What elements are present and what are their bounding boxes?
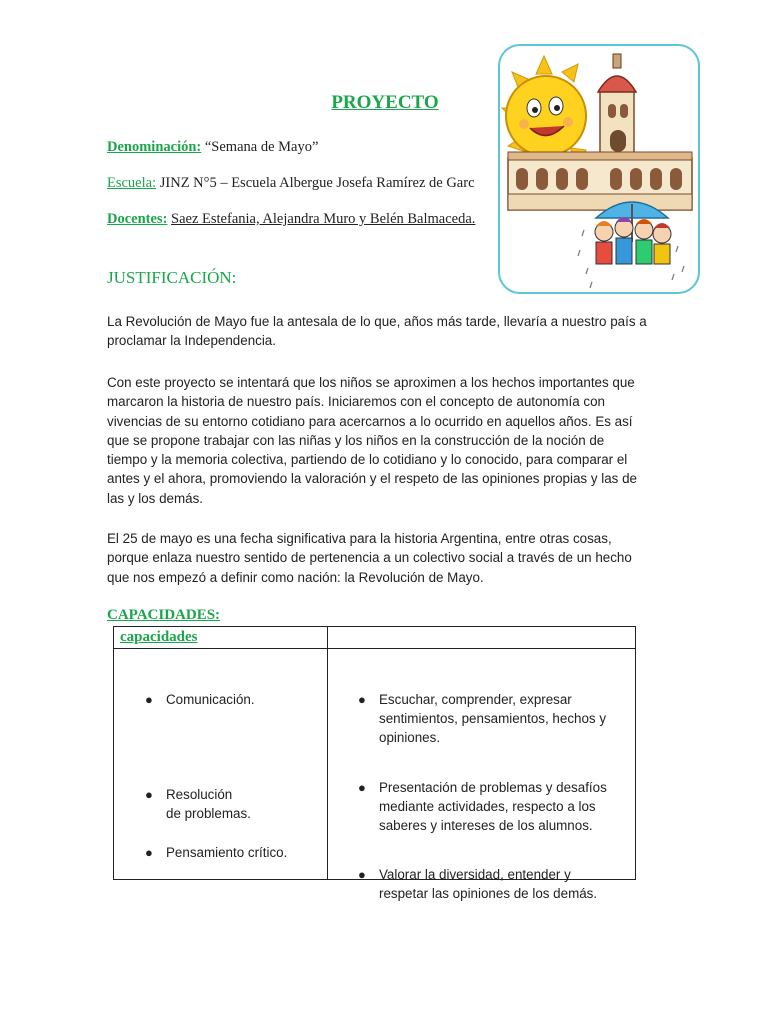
sun-cabildo-icon (500, 46, 698, 292)
list-item (358, 690, 607, 747)
list-item (358, 778, 607, 835)
escuela-value: JINZ N°5 – Escuela Albergue Josefa Ramírez de Garc (159, 175, 475, 191)
list-item-text: Escuchar, comprender, expresar (379, 692, 572, 707)
capacidades-table (113, 626, 636, 901)
paragraph-line: que se propone trabajar con las niñas y los niños en la construcción de la noción de (107, 432, 605, 448)
list-item (358, 865, 598, 903)
list-item-text: Resolución (166, 787, 233, 802)
bullet-icon: ● (358, 692, 366, 707)
paragraph-line: Con este proyecto se intentará que los niños se aproximen a los hechos importantes que (107, 375, 635, 390)
bullet-icon: ● (145, 692, 153, 707)
escuela-line (107, 175, 475, 192)
paragraph-line: que nos empezó a definir como nación: la Revolución de Mayo. (107, 569, 484, 585)
list-item (145, 690, 255, 709)
descripcion-column (328, 649, 636, 901)
justificacion-paragraph-3 (107, 529, 655, 587)
denominacion-label: Denominación: (107, 139, 202, 155)
list-item-text: respetar las opiniones de los demás. (379, 886, 598, 901)
table-row (114, 649, 636, 880)
paragraph-line: porque enlaza nuestro sentido de pertenencia a un colectivo social a través de un hecho (107, 550, 632, 566)
list-item-text: saberes y intereses de los alumnos. (379, 818, 593, 833)
paragraph-line: proclamar la Independencia. (107, 333, 276, 349)
justificacion-paragraph-2 (107, 373, 655, 508)
list-item-text: Presentación de problemas y desafíos (379, 780, 607, 795)
denominacion-line (107, 139, 318, 156)
denominacion-value: “Semana de Mayo” (204, 139, 319, 155)
list-item-text: Comunicación. (166, 692, 255, 707)
docentes-value: Saez Estefania, Alejandra Muro y Belén Balmaceda. (171, 211, 476, 227)
paragraph-line: El 25 de mayo es una fecha significativa para la historia Argentina, entre otras cosas, (107, 531, 612, 546)
bullet-icon: ● (145, 787, 153, 802)
capacidades-heading: CAPACIDADES: (107, 607, 221, 623)
list-item (145, 785, 251, 823)
paragraph-line: marcaron la historia de nuestro país. Iniciaremos con el concepto de autonomía con (107, 394, 605, 410)
list-item-text: Pensamiento crítico. (166, 845, 288, 860)
paragraph-line: La Revolución de Mayo fue la antesala de lo que, años más tarde, llevaría a nuestro país a (107, 314, 647, 329)
docentes-label: Docentes: (107, 211, 168, 227)
justificacion-heading: JUSTIFICACIÓN: (107, 268, 237, 287)
paragraph-line: tiempo y la memoria colectiva, partiendo de lo cotidiano y lo conocido, para comparar el (107, 452, 628, 468)
list-item-text: mediante actividades, respecto a los (379, 799, 596, 814)
table-header-row (114, 627, 636, 649)
docentes-line (107, 211, 475, 228)
document-title: PROYECTO (331, 92, 439, 113)
justificacion-paragraph-1 (107, 312, 655, 351)
cabildo-illustration (498, 44, 700, 294)
escuela-label: Escuela: (107, 175, 157, 191)
bullet-icon: ● (145, 845, 153, 860)
table-header-cell-empty (328, 627, 636, 649)
table-header-cell (114, 627, 328, 649)
paragraph-line: vivencias de su entorno cotidiano para acercarnos a lo ocurrido en aquellos años. Es así (107, 413, 633, 429)
list-item-text: sentimientos, pensamientos, hechos y (379, 711, 607, 726)
list-item (145, 843, 288, 862)
list-item-text: opiniones. (379, 730, 441, 745)
capacidades-column (114, 649, 328, 880)
bullet-icon: ● (358, 867, 366, 882)
paragraph-line: antes y el ahora, promoviendo la valoración y el respeto de las opiniones propias y las de (107, 471, 637, 487)
table-header-label: capacidades (120, 629, 198, 645)
bullet-icon: ● (358, 780, 366, 795)
list-item-text: de problemas. (166, 806, 251, 821)
list-item-text: Valorar la diversidad, entender y (379, 867, 571, 882)
paragraph-line: las y los demás. (107, 490, 204, 506)
